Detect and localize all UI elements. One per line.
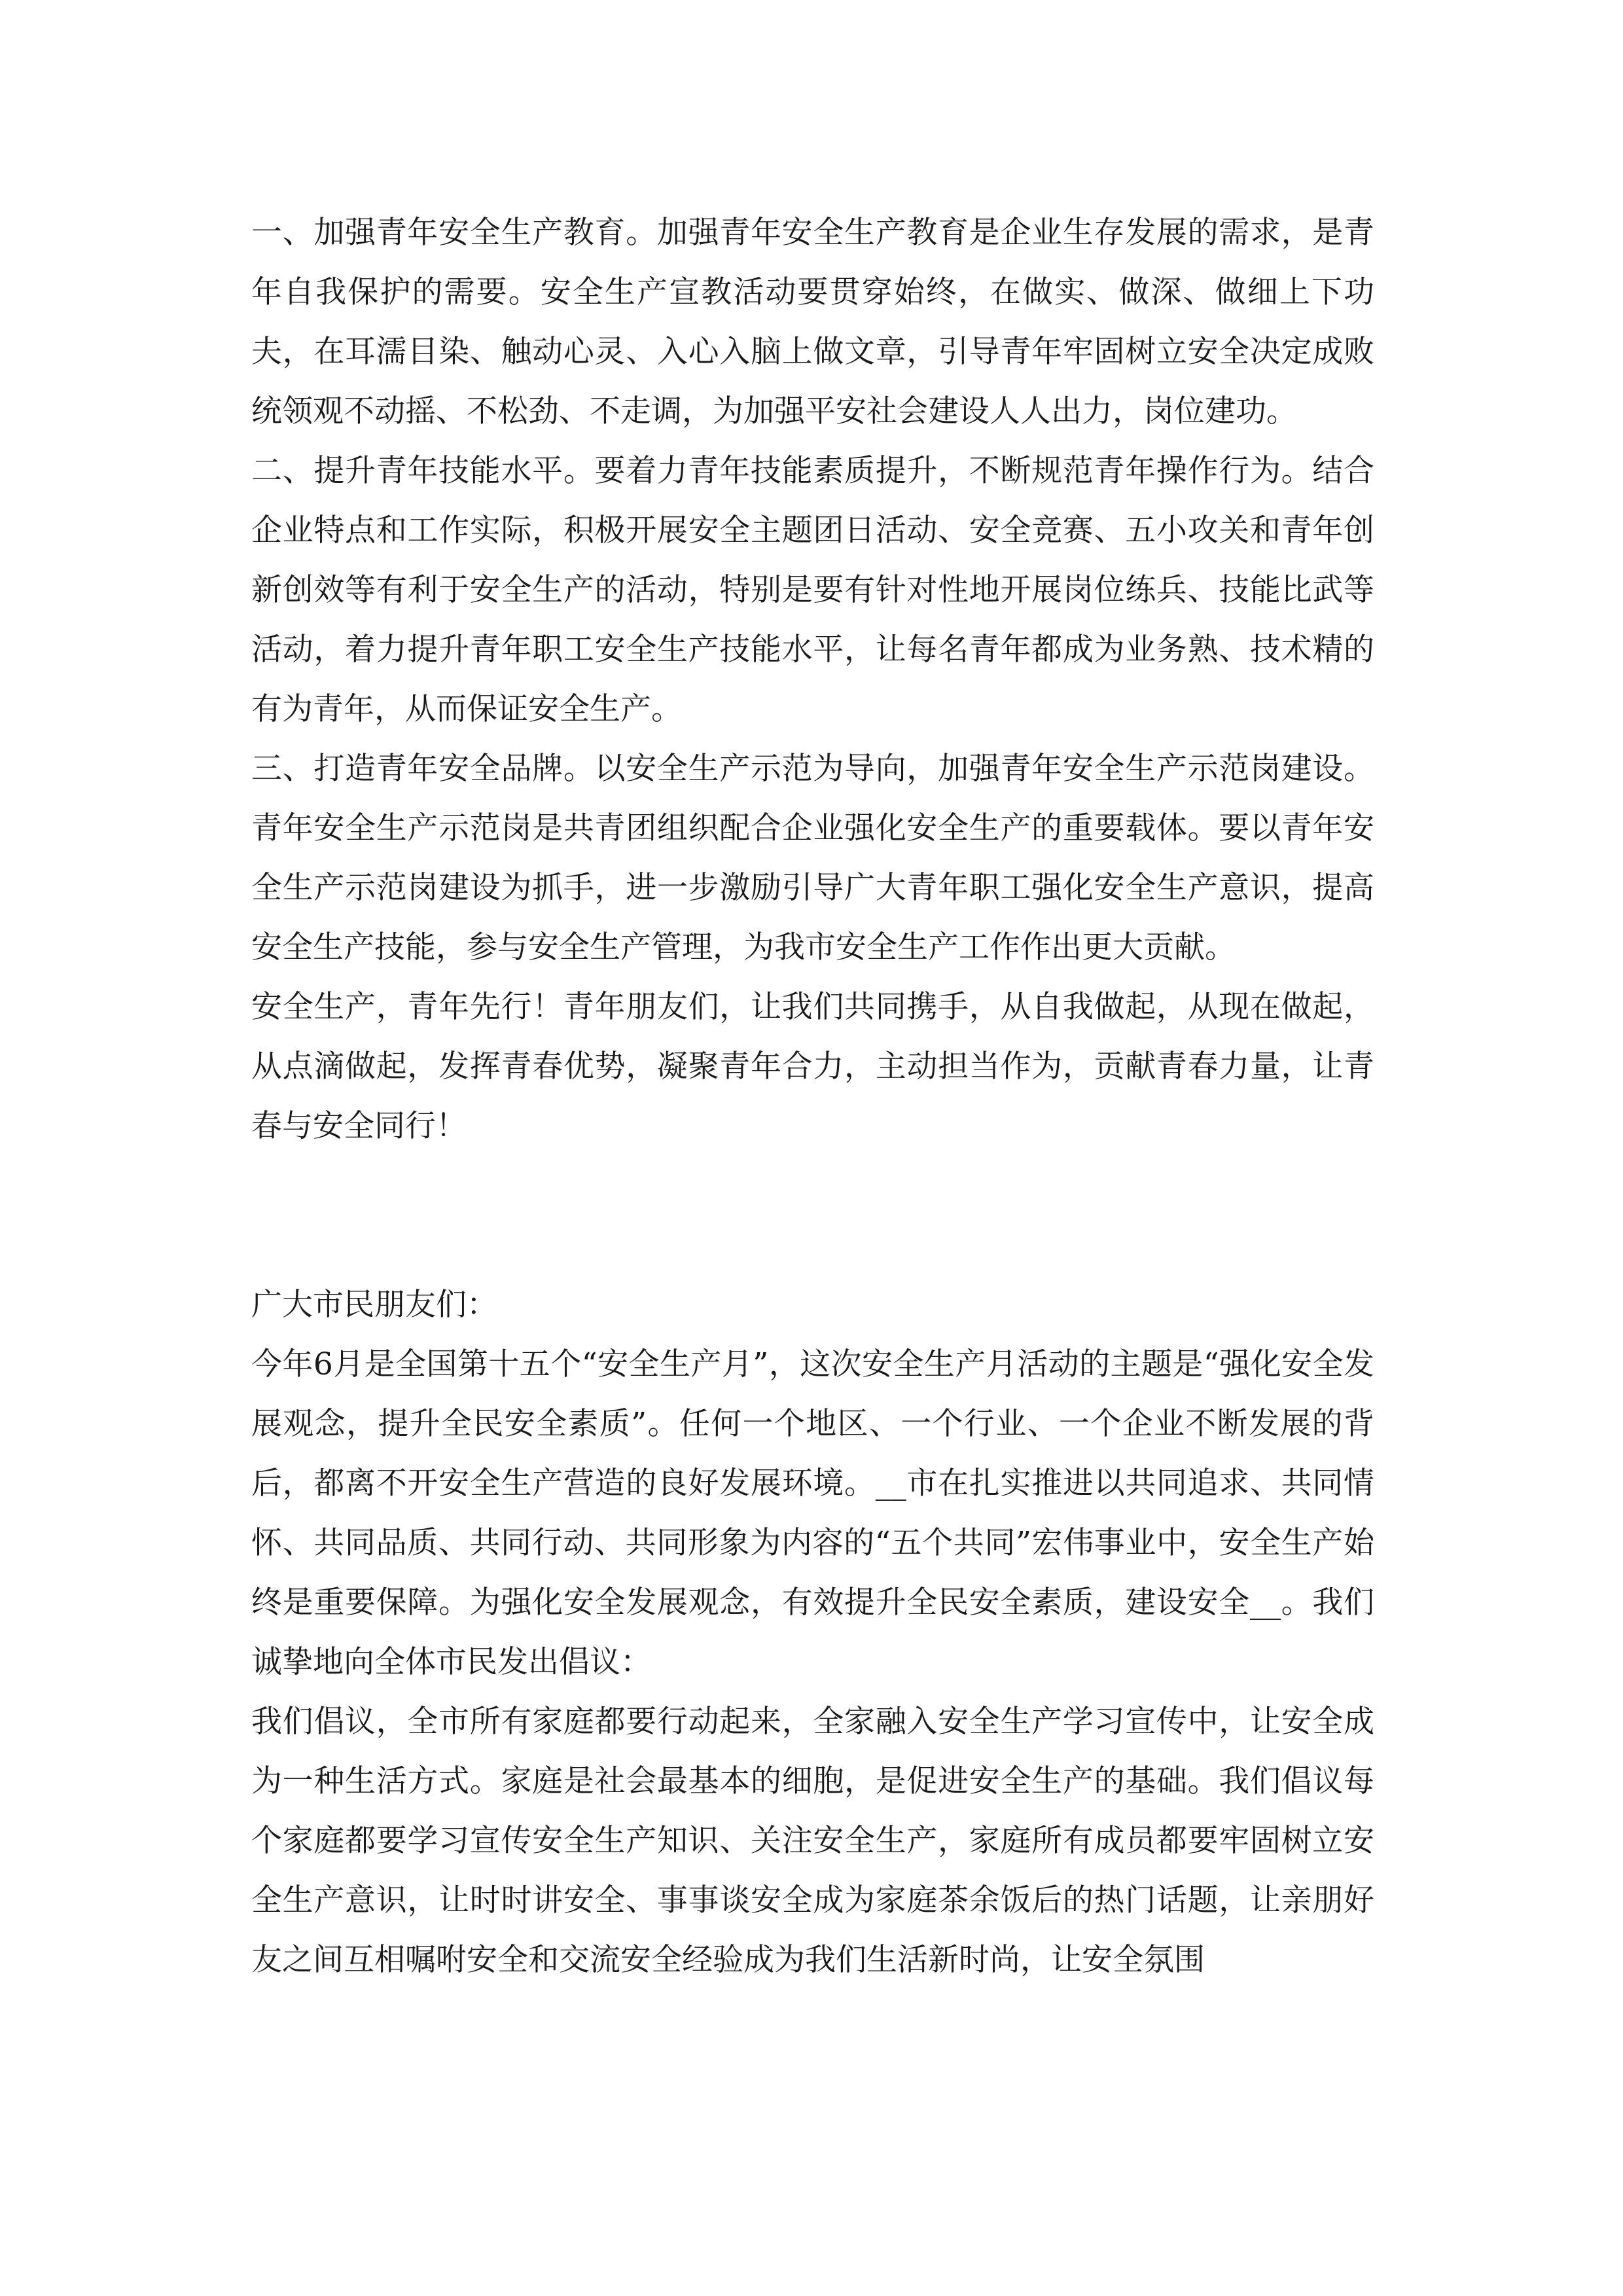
paragraph-safety-month: 今年6月是全国第十五个“安全生产月”，这次安全生产月活动的主题是“强化安全发展观念，提升全民安全素质”。任何一个地区、一个行业、一个企业不断发展的背后，都离不开安全生产营造的良好发展环境。__市在扎实推进以共同追求、共同情怀、共同品质、共同行动、共同形象为内容的“五个共同”宏伟事业中，安全生产始终是重要保障。为强化安全发展观念，有效提升全民安全素质，建设安全__。我们诚挚地向全体市民发出倡议： (251, 1346, 1374, 1680)
paragraph-education: 一、加强青年安全生产教育。加强青年安全生产教育是企业生存发展的需求，是青年自我保护的需要。安全生产宣教活动要贯穿始终，在做实、做深、做细上下功夫，在耳濡目染、触动心灵、入心入脑上做文章，引导青年牢固树立安全决定成败统领观不动摇、不松劲、不走调，为加强平安社会建设人人出力，岗位建功。 (251, 215, 1374, 429)
document-body (251, 203, 1374, 1990)
section-spacer (251, 1156, 1374, 1275)
paragraph-brand: 三、打造青年安全品牌。以安全生产示范为导向，加强青年安全生产示范岗建设。青年安全生产示范岗是共青团组织配合企业强化安全生产的重要载体。要以青年安全生产示范岗建设为抓手，进一步激励引导广大青年职工强化安全生产意识，提高安全生产技能，参与安全生产管理，为我市安全生产工作作出更大贡献。 (251, 751, 1374, 965)
paragraph-family-proposal: 我们倡议，全市所有家庭都要行动起来，全家融入安全生产学习宣传中，让安全成为一种生活方式。家庭是社会最基本的细胞，是促进安全生产的基础。我们倡议每个家庭都要学习宣传安全生产知识、关注安全生产，家庭所有成员都要牢固树立安全生产意识，让时时讲安全、事事谈安全成为家庭茶余饭后的热门话题，让亲朋好友之间互相嘱咐安全和交流安全经验成为我们生活新时尚，让安全氛围 (251, 1704, 1374, 1978)
paragraph-skills: 二、提升青年技能水平。要着力青年技能素质提升，不断规范青年操作行为。结合企业特点和工作实际，积极开展安全主题团日活动、安全竞赛、五小攻关和青年创新创效等有利于安全生产的活动，特别是要有针对性地开展岗位练兵、技能比武等活动，着力提升青年职工安全生产技能水平，让每名青年都成为业务熟、技术精的有为青年，从而保证安全生产。 (251, 453, 1374, 727)
salutation: 广大市民朋友们： (251, 1287, 497, 1323)
paragraph-closing: 安全生产，青年先行！青年朋友们，让我们共同携手，从自我做起，从现在做起，从点滴做起，发挥青春优势，凝聚青年合力，主动担当作为，贡献青春力量，让青春与安全同行！ (251, 989, 1374, 1144)
